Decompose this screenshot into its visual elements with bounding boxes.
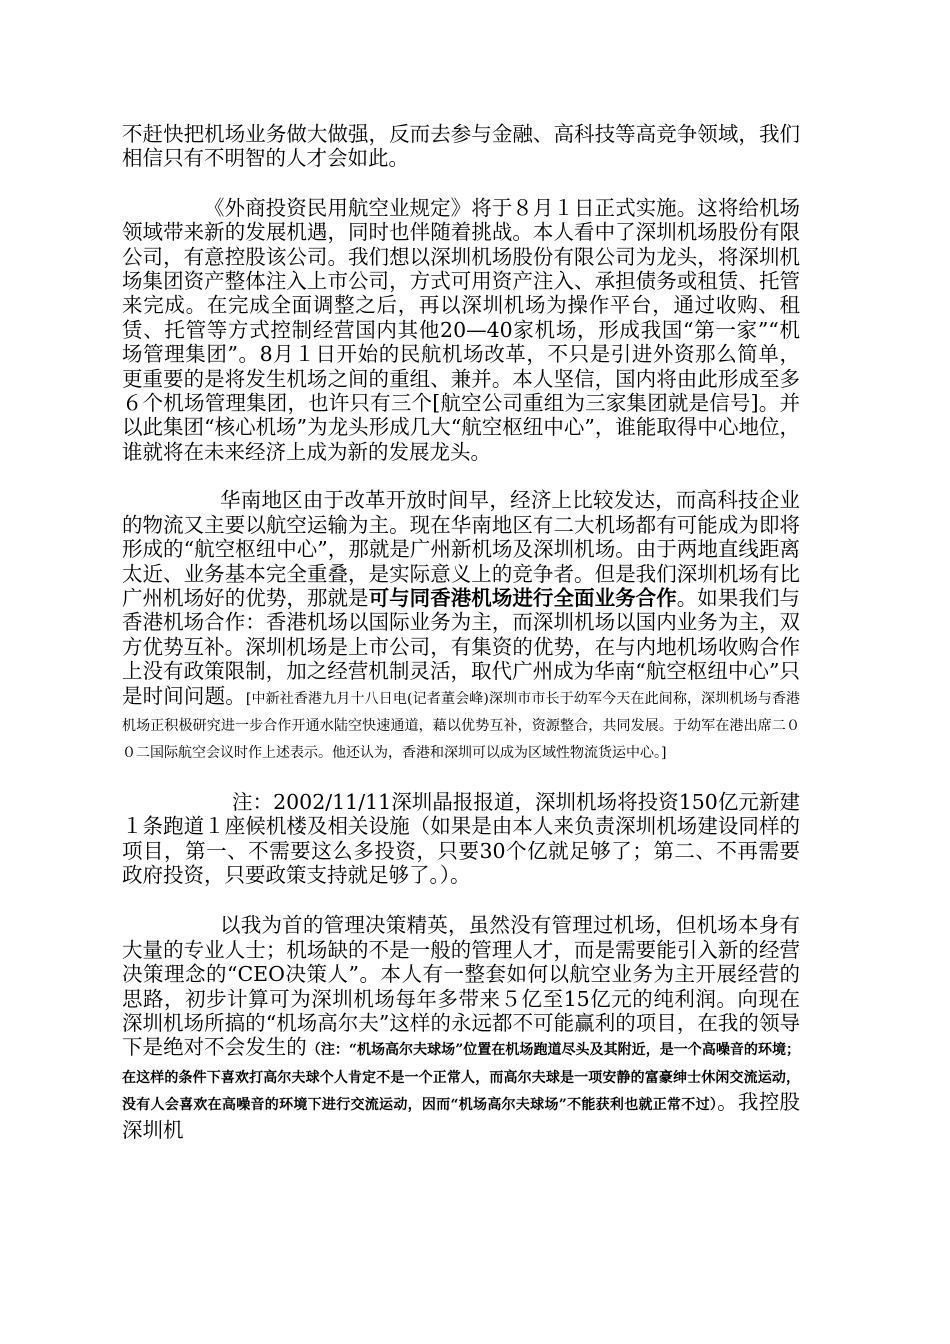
paragraph-2 — [122, 196, 800, 464]
paragraph-5 — [122, 913, 800, 1142]
news-quote: [中新社香港九月十八日电(记者董会峰)深圳市市长于幼军今天在此间称，深圳机场与香港机场正积极研究进一步合作开通水陆空快速通道，藉以优势互补，资源整合，共同发展。于幼军在港出席二００二国际航空会议时作上述表示。他还认为，香港和深圳可以成为区域性物流货运中心。] — [122, 690, 801, 762]
paragraph-4-note — [122, 790, 800, 888]
paragraph-3-bold-text: 可与同香港机场进行全面业务合作 — [368, 585, 677, 610]
paragraph-1 — [122, 122, 800, 171]
golf-course-note: （注：“机场高尔夫球场”位置在机场跑道尽头及其附近，是一个高噪音的环境；在这样的条件下喜欢打高尔夫球个人肯定不是一个正常人，而高尔夫球是一项安静的富豪绅士休闲交流运动，没有人会喜欢在高噪音的环境下进行交流运动，因而“机场高尔夫球场”不能获利也就正常不过） — [122, 1042, 801, 1114]
paragraph-5-text: 以我为首的管理决策精英，虽然没有管理过机场，但机场本身有大量的专业人士；机场缺的不是一般的管理人才，而是需要能引入新的经营决策理念的“CEO决策人”。本人有一整套如何以航空业务为主开展经营的思路，初步计算可为深圳机场每年多带来５亿至15亿元的纯利润。向现在深圳机场所搞的“机场高尔夫”这样的永远都不可能赢利的项目，在我的领导下是绝对不会发生的 — [122, 913, 800, 1060]
paragraph-5-text-continued: 。我控股深圳机 — [122, 1090, 800, 1142]
paragraph-2-text: 《外商投资民用航空业规定》将于８月１日正式实施。这将给机场领域带来新的发展机遇，同时也伴随着挑战。本人看中了深圳机场股份有限公司，有意控股该公司。我们想以深圳机场股份有限公司为龙头，将深圳机场集团资产整体注入上市公司，方式可用资产注入、承担债务或租赁、托管来完成。在完成全面调整之后，再以深圳机场为操作平台，通过收购、租赁、托管等方式控制经营国内其他20—40家机场，形成我国“第一家”“机场管理集团”。8月１日开始的民航机场改革，不只是引进外资那么简单，更重要的是将发生机场之间的重组、兼并。本人坚信，国内将由此形成至多６个机场管理集团，也许只有三个[航空公司重组为三家集团就是信号]。并以此集团“核心机场”为龙头形成几大“航空枢纽中心”，谁能取得中心地位，谁就将在未来经济上成为新的发展龙头。 — [122, 195, 800, 464]
paragraph-4-text: 注：2002/11/11深圳晶报报道，深圳机场将投资150亿元新建１条跑道１座候机楼及相关设施（如果是由本人来负责深圳机场建设同样的项目，第一、不需要这么多投资，只要30个亿就足够了；第二、不再需要政府投资，只要政策支持就足够了。）。 — [122, 789, 800, 887]
paragraph-3-text: 华南地区由于改革开放时间早，经济上比较发达，而高科技企业的物流又主要以航空运输为主。现在华南地区有二大机场都有可能成为即将形成的“航空枢纽中心”，那就是广州新机场及深圳机场。由于两地直线距离太近、业务基本完全重叠，是实际意义上的竞争者。但是我们深圳机场有比广州机场好的优势，那就是 — [122, 488, 800, 610]
document-page — [122, 122, 800, 1142]
paragraph-3-text-continued: 。如果我们与香港机场合作：香港机场以国际业务为主，而深圳机场以国内业务为主，双方优势互补。深圳机场是上市公司，有集资的优势，在与内地机场收购合作上没有政策限制，加之经营机制灵活，取代广州成为华南“航空枢纽中心”只是时间问题。 — [122, 585, 800, 708]
paragraph-1-text: 不赶快把机场业务做大做强，反而去参与金融、高科技等高竞争领域，我们相信只有不明智的人才会如此。 — [122, 122, 800, 171]
paragraph-3 — [122, 488, 800, 765]
